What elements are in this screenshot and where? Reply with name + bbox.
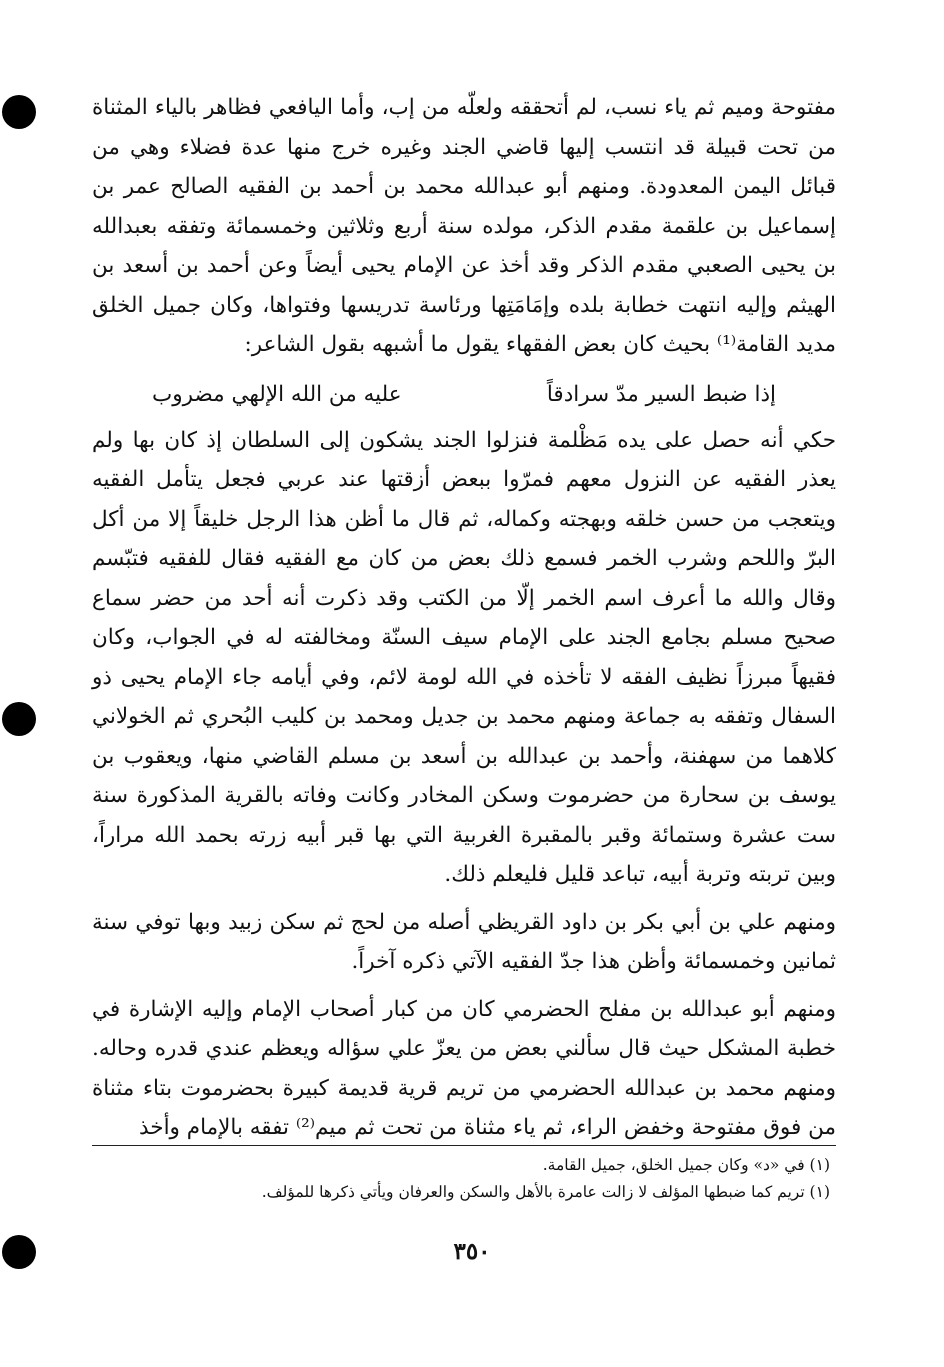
- page-body: [92, 88, 836, 1148]
- punch-hole-top: [2, 95, 36, 129]
- paragraph-1: مفتوحة وميم ثم ياء نسب، لم أتحققه ولعلّه من إب، وأما اليافعي فظاهر بالياء المثناة من تحت قبيلة قد انتسب إليها قاضي الجند وغيره خرج منها عدة فضلاء وهي من قبائل اليمن المعدودة. ومنهم أبو عبدالله محمد بن أحمد بن الفقيه الصالح عمر بن إسماعيل بن علقمة مقدم الذكر، مولده سنة أربع وثلاثين وخمسمائة وتفقه بعبدالله بن يحيى الصعبي مقدم الذكر وقد أخذ عن الإمام يحيى أيضاً وعن أحمد بن أسعد بن الهيثم وإليه انتهت خطابة بلده وإمَامَتِها ورئاسة تدريسها وفتواها، وكان جميل الخلق مديد القامة⁽¹⁾ بحيث كان بعض الفقهاء يقول ما أشبهه بقول الشاعر:: [92, 95, 836, 357]
- footnote-2: (١) تريم كما ضبطها المؤلف لا زالت عامرة بالأهل والسكن والعرفان ويأتي ذكرها للمؤلف.: [261, 1183, 830, 1201]
- paragraph-2: حكي أنه حصل على يده مَظْلمة فنزلوا الجند يشكون إلى السلطان إذ كان بها ولم يعذر الفقيه عن النزول معهم فمرّوا ببعض أزقتها عند عربي فجعل يتأمل الفقيه ويتعجب من حسن خلقه وبهجته وكماله، ثم قال ما أظن هذا الرجل خليقاً إلا من أكل البرّ واللحم وشرب الخمر فسمع ذلك بعض من كان مع الفقيه فقال للفقيه فتبّسم وقال والله ما أعرف اسم الخمر إلّا من الكتب وقد ذكرت أنه أحد من حضر سماع صحيح مسلم بجامع الجند على الإمام سيف السنّة ومخالفته له في الجواب، وكان فقيهاً مبرزاً نظيف الفقه لا تأخذه في الله لومة لائم، وفي أيامه جاء الإمام يحيى ذو السفال وتفقه به جماعة ومنهم محمد بن جديل ومحمد بن كليب البُحري ثم الخولاني كلاهما من سهفنة، وأحمد بن عبدالله بن أسعد بن مسلم القاضي منها، ويعقوب بن يوسف بن سحارة من حضرموت وسكن المخادر وكانت وفاته بالقرية المذكورة سنة ست عشرة وستمائة وقبر بالمقبرة الغربية التي بها قبر أبيه زرته بحمد الله مراراً، وبين تربته وتربة أبيه، تباعد قليل فليعلم ذلك.: [92, 427, 836, 887]
- punch-hole-middle: [2, 702, 36, 736]
- footnotes: [92, 1152, 836, 1206]
- verse-second-hemistich: عليه من الله الإلهي مضروب: [152, 381, 402, 407]
- footnote-divider: [92, 1145, 836, 1146]
- page-number: ٣٥٠: [453, 1238, 491, 1265]
- verse-first-hemistich: إذا ضبط السير مدّ سرادقاً: [546, 381, 776, 407]
- footnote-1: (١) في «د» وكان جميل الخلق، جميل القامة.: [542, 1156, 830, 1174]
- paragraph-3: ومنهم علي بن أبي بكر بن داود القريظي أصله من لحج ثم سكن زبيد وبها توفي سنة ثمانين وخمسمائة وأظن هذا جدّ الفقيه الآتي ذكره آخراً.: [92, 909, 836, 974]
- paragraph-4: ومنهم أبو عبدالله بن مفلح الحضرمي كان من كبار أصحاب الإمام وإليه الإشارة في خطبة المشكل حيث قال سألني بعض من يعزّ علي سؤاله ويعظم عندي قدره وحاله. ومنهم محمد بن عبدالله الحضرمي من تريم قرية قديمة كبيرة بحضرموت بتاء مثناة من فوق مفتوحة وخفض الراء، ثم ياء مثناة من تحت ثم ميم⁽²⁾ تفقه بالإمام وأخذ: [92, 996, 836, 1140]
- poetry-verse: [152, 375, 776, 415]
